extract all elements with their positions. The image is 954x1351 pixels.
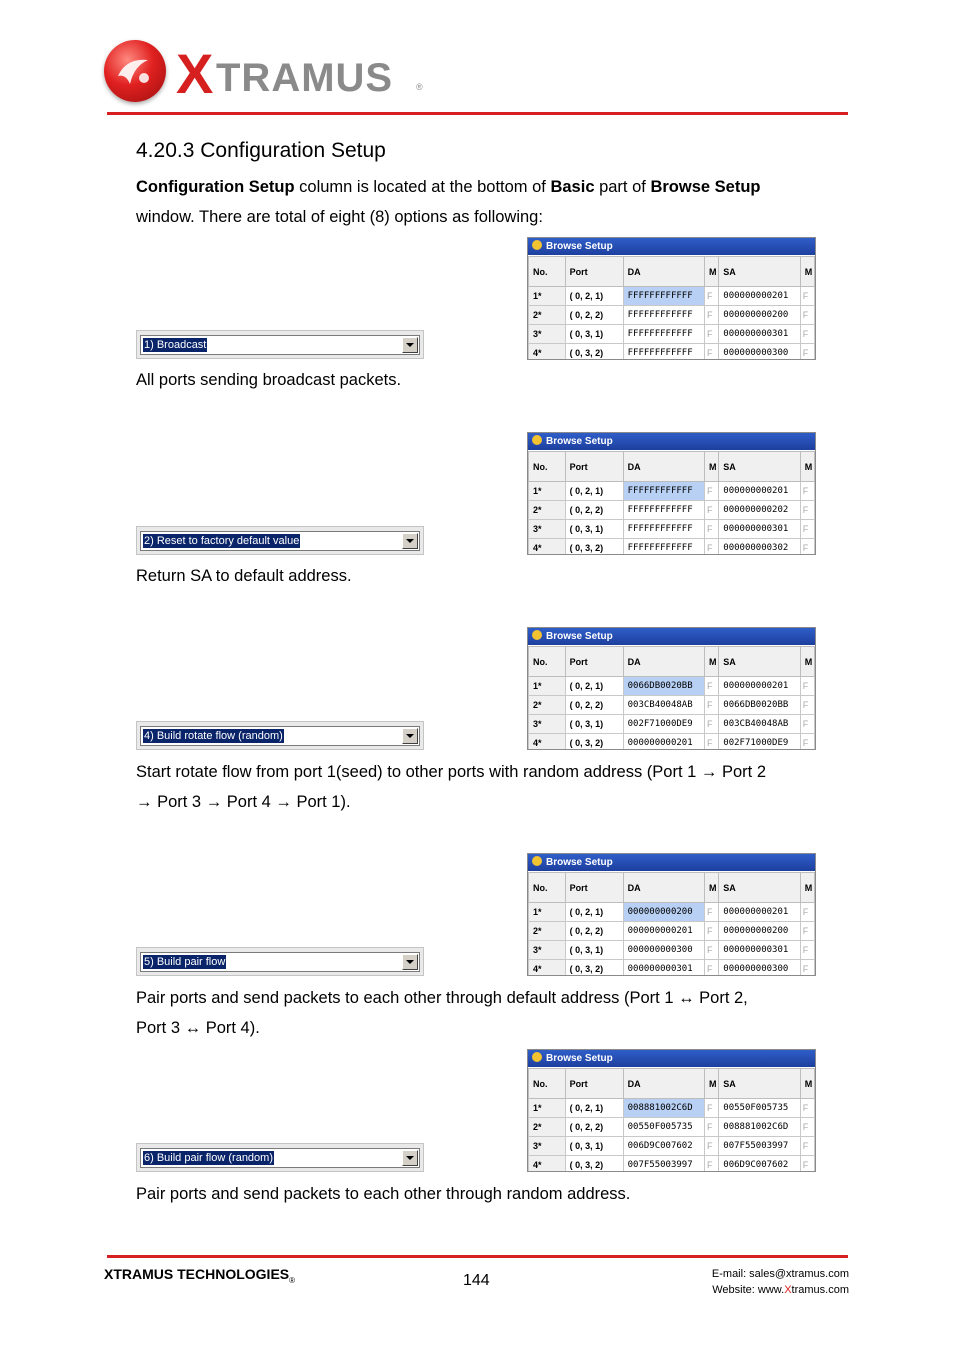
section-title: 4.20.3 Configuration Setup: [136, 139, 386, 162]
col-no: No.: [529, 257, 566, 287]
footer-divider: [107, 1255, 848, 1258]
browse-setup-panel-pair-flow-random: [527, 1049, 816, 1172]
table-row[interactable]: 3* ( 0, 3, 1) 000000000300 F 000000000301 F: [529, 941, 815, 960]
col-m: M: [705, 1069, 719, 1099]
col-port: Port: [565, 647, 623, 677]
dropdown-selected-value: 6) Build pair flow (random): [144, 1152, 273, 1164]
intro-bold-basic: Basic: [550, 178, 595, 196]
table-row[interactable]: 3* ( 0, 3, 1) FFFFFFFFFFFF F 000000000301 F: [529, 325, 815, 344]
table-row[interactable]: 4* ( 0, 3, 2) 000000000201 F 002F71000DE9 F: [529, 734, 815, 751]
browse-setup-icon: [532, 856, 542, 866]
col-sa: SA: [719, 257, 800, 287]
browse-setup-panel-pair-flow: [527, 853, 816, 976]
col-da: DA: [623, 452, 704, 482]
col-m2: M: [800, 647, 814, 677]
table-row[interactable]: 4* ( 0, 3, 2) 000000000301 F 000000000300 F: [529, 960, 815, 977]
table-row[interactable]: 2* ( 0, 2, 2) 00550F005735 F 008881002C6D F: [529, 1118, 815, 1137]
header-divider: [107, 112, 848, 115]
col-da: DA: [623, 257, 704, 287]
dropdown-selected-value: 2) Reset to factory default value: [144, 535, 300, 547]
footer-email[interactable]: E-mail: sales@xtramus.com: [711, 1268, 849, 1280]
option-description: All ports sending broadcast packets.: [136, 371, 402, 389]
table-row[interactable]: 1* ( 0, 2, 1) FFFFFFFFFFFF F 000000000201 F: [529, 482, 815, 501]
col-m: M: [705, 257, 719, 287]
col-sa: SA: [719, 873, 800, 903]
table-row[interactable]: 4* ( 0, 3, 2) FFFFFFFFFFFF F 000000000300 F: [529, 344, 815, 361]
col-sa: SA: [719, 1069, 800, 1099]
col-m2: M: [800, 1069, 814, 1099]
browse-setup-panel-rotate-random: [527, 627, 816, 750]
col-da: DA: [623, 1069, 704, 1099]
logo-wordmark: TRAMUS: [216, 56, 394, 100]
option-description: Pair ports and send packets to each other through default address (Port 1 ↔ Port 2, Port 3 ↔ Port 4).: [136, 989, 748, 1037]
browse-setup-table: [528, 872, 815, 976]
panel-titlebar: Browse Setup: [528, 238, 815, 255]
table-row[interactable]: 1* ( 0, 2, 1) 0066DB0020BB F 000000000201 F: [529, 677, 815, 696]
intro-text-1: column is located at the bottom of: [294, 178, 551, 196]
intro-text-2: part of: [594, 178, 651, 196]
intro-paragraph: [136, 172, 826, 232]
table-row[interactable]: 1* ( 0, 2, 1) 000000000200 F 000000000201 F: [529, 903, 815, 922]
col-no: No.: [529, 873, 566, 903]
browse-setup-table: [528, 451, 815, 555]
col-m: M: [705, 647, 719, 677]
chevron-down-icon[interactable]: [402, 728, 418, 744]
browse-setup-icon: [532, 435, 542, 445]
footer-company: XTRAMUS $TECHNOLOGIES_®$: [104, 1266, 296, 1285]
table-row[interactable]: 3* ( 0, 3, 1) FFFFFFFFFFFF F 000000000301 F: [529, 520, 815, 539]
intro-bold-browse-setup: Browse Setup: [650, 178, 761, 196]
col-m: M: [705, 452, 719, 482]
chevron-down-icon[interactable]: [402, 533, 418, 549]
dropdown-selected-value: 5) Build pair flow: [144, 956, 226, 968]
table-row[interactable]: 2* ( 0, 2, 2) 000000000201 F 000000000200 F: [529, 922, 815, 941]
panel-titlebar: Browse Setup: [528, 433, 815, 450]
table-row[interactable]: 3* ( 0, 3, 1) 002F71000DE9 F 003CB40048AB F: [529, 715, 815, 734]
dropdown-field[interactable]: [140, 726, 420, 746]
config-setup-dropdown-pair-flow-random[interactable]: [136, 1143, 424, 1172]
col-da: DA: [623, 647, 704, 677]
browse-setup-icon: [532, 240, 542, 250]
dropdown-field[interactable]: [140, 1148, 420, 1168]
col-port: Port: [565, 452, 623, 482]
col-sa: SA: [719, 647, 800, 677]
table-row[interactable]: 2* ( 0, 2, 2) FFFFFFFFFFFF F 000000000202 F: [529, 501, 815, 520]
col-m2: M: [800, 873, 814, 903]
table-row[interactable]: 4* ( 0, 3, 2) 007F55003997 F 006D9C007602 F: [529, 1156, 815, 1173]
col-no: No.: [529, 647, 566, 677]
col-m2: M: [800, 257, 814, 287]
footer-contact: [712, 1266, 849, 1298]
col-port: Port: [565, 873, 623, 903]
chevron-down-icon[interactable]: [402, 954, 418, 970]
table-row[interactable]: 2* ( 0, 2, 2) 003CB40048AB F 0066DB0020BB F: [529, 696, 815, 715]
table-row[interactable]: 4* ( 0, 3, 2) FFFFFFFFFFFF F 000000000302 F: [529, 539, 815, 556]
col-sa: SA: [719, 452, 800, 482]
option-description: Pair ports and send packets to each other through random address.: [136, 1185, 631, 1203]
table-row[interactable]: 3* ( 0, 3, 1) 006D9C007602 F 007F55003997 F: [529, 1137, 815, 1156]
browse-setup-panel-reset: [527, 432, 816, 555]
chevron-down-icon[interactable]: [402, 1150, 418, 1166]
dropdown-field[interactable]: [140, 335, 420, 355]
page-number: 144: [463, 1272, 490, 1289]
logo-letter-x: X: [176, 42, 213, 105]
col-da: DA: [623, 873, 704, 903]
table-row[interactable]: 1* ( 0, 2, 1) FFFFFFFFFFFF F 000000000201 F: [529, 287, 815, 306]
config-setup-dropdown-broadcast[interactable]: [136, 330, 424, 359]
intro-text-line2: window. There are total of eight (8) options as following:: [136, 208, 543, 226]
xtramus-logo-icon: [104, 40, 166, 102]
dropdown-selected-value: 1) Broadcast: [144, 339, 207, 351]
option-description: Return SA to default address.: [136, 567, 352, 585]
panel-titlebar: Browse Setup: [528, 628, 815, 645]
chevron-down-icon[interactable]: [402, 337, 418, 353]
browse-setup-icon: [532, 630, 542, 640]
col-m2: M: [800, 452, 814, 482]
browse-setup-table: [528, 256, 815, 360]
intro-bold-config-setup: Configuration Setup: [136, 178, 295, 196]
dropdown-selected-value: 4) Build rotate flow (random): [144, 730, 283, 742]
logo-registered-mark: ®: [416, 82, 423, 92]
config-setup-dropdown-pair-flow[interactable]: [136, 947, 424, 976]
col-m: M: [705, 873, 719, 903]
dropdown-field[interactable]: [140, 952, 420, 972]
config-setup-dropdown-reset[interactable]: [136, 526, 424, 555]
browse-setup-icon: [532, 1052, 542, 1062]
col-port: Port: [565, 257, 623, 287]
table-row[interactable]: 1* ( 0, 2, 1) 008881002C6D F 00550F005735 F: [529, 1099, 815, 1118]
footer-website[interactable]: Website: www.Xtramus.com: [712, 1284, 849, 1296]
panel-titlebar: Browse Setup: [528, 1050, 815, 1067]
col-no: No.: [529, 452, 566, 482]
config-setup-dropdown-rotate-random[interactable]: [136, 721, 424, 750]
table-row[interactable]: 2* ( 0, 2, 2) FFFFFFFFFFFF F 000000000200 F: [529, 306, 815, 325]
browse-setup-table: [528, 646, 815, 750]
col-no: No.: [529, 1069, 566, 1099]
panel-titlebar: Browse Setup: [528, 854, 815, 871]
dropdown-field[interactable]: [140, 531, 420, 551]
col-port: Port: [565, 1069, 623, 1099]
browse-setup-table: [528, 1068, 815, 1172]
option-description: Start rotate flow from port 1(seed) to other ports with random address (Port 1 → Port 2 → Port 3 → Port 4 → Port 1).: [136, 763, 767, 811]
browse-setup-panel-broadcast: [527, 237, 816, 360]
